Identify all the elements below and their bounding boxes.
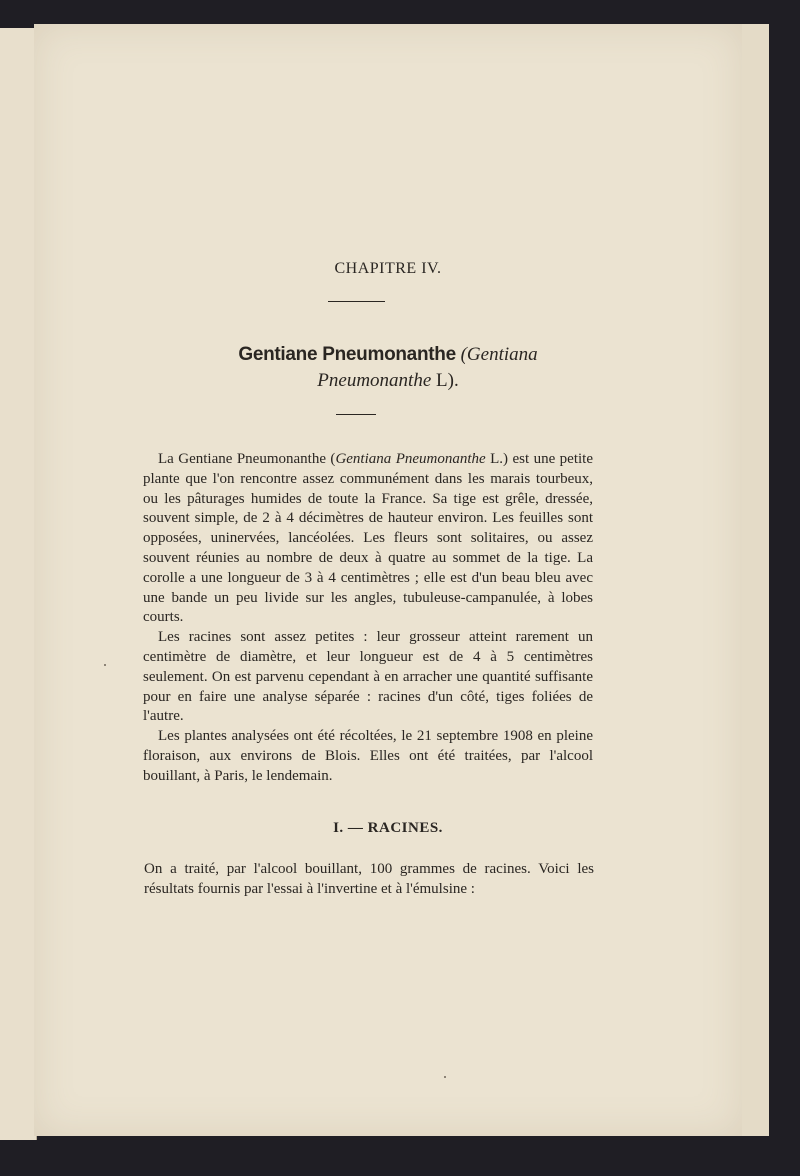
left-page-edge: [0, 28, 37, 1140]
paper-speck: [104, 664, 106, 666]
section-heading-racines: I. — RACINES.: [333, 820, 443, 836]
title-latin-b: Pneumonanthe: [317, 370, 432, 391]
paper-speck: [444, 1076, 446, 1078]
paragraph-3: Les plantes analysées ont été récoltées, le 21 septembre 1908 en pleine floraison, aux environs de Blois. Elles ont été traitées, par l'alcool bouillant, à Paris, le lendemain.: [143, 728, 593, 784]
p1-start: La Gentiane Pneumonanthe (: [158, 451, 336, 467]
p1-rest: L.) est une petite plante que l'on rencontre assez communément dans les marais tourbeux, ou les pâturages humides de toute la France. Sa tige est grêle, dressée, souvent simple, de 2 à 4 décimètres de hauteur environ. Les feuilles sont opposées, uninervées, lancéolées. Les fleurs sont solitaires, ou assez souvent réunies au nombre de deux à quatre au sommet de la tige. La corolle a une longueur de 3 à 4 centimètres ; elle est d'un beau bleu avec une bande un peu livide sur les angles, tubuleuse-campanulée, à lobes courts.: [143, 451, 593, 626]
page-stack-edge: [738, 24, 769, 1136]
chapter-rule: [328, 301, 385, 302]
book-page: [34, 24, 742, 1136]
body-text-2: [144, 860, 594, 900]
p1-latin: Gentiana Pneumonanthe: [335, 451, 486, 467]
body-text: [143, 450, 593, 787]
title-common-name: Gentiane Pneumonanthe: [238, 344, 456, 365]
chapter-heading: CHAPITRE IV.: [334, 260, 442, 277]
paragraph-1: [143, 450, 593, 628]
paragraph-2: Les racines sont assez petites : leur grosseur atteint rarement un centimètre de diamètre, et leur longueur est de 4 à 5 centimètres seulement. On est parvenu cependant à en arracher une quantité suffisante pour en faire une analyse séparée : racines d'un côté, tiges foliées de l'autre.: [143, 629, 593, 725]
title-latin-a: (Gentiana: [460, 344, 538, 365]
title-rule: [336, 414, 376, 415]
section-title: [34, 342, 742, 394]
paragraph-4: On a traité, par l'alcool bouillant, 100 grammes de racines. Voici les résultats fournis par l'essai à l'invertine et à l'émulsine :: [144, 861, 594, 897]
title-end: L).: [436, 370, 459, 391]
